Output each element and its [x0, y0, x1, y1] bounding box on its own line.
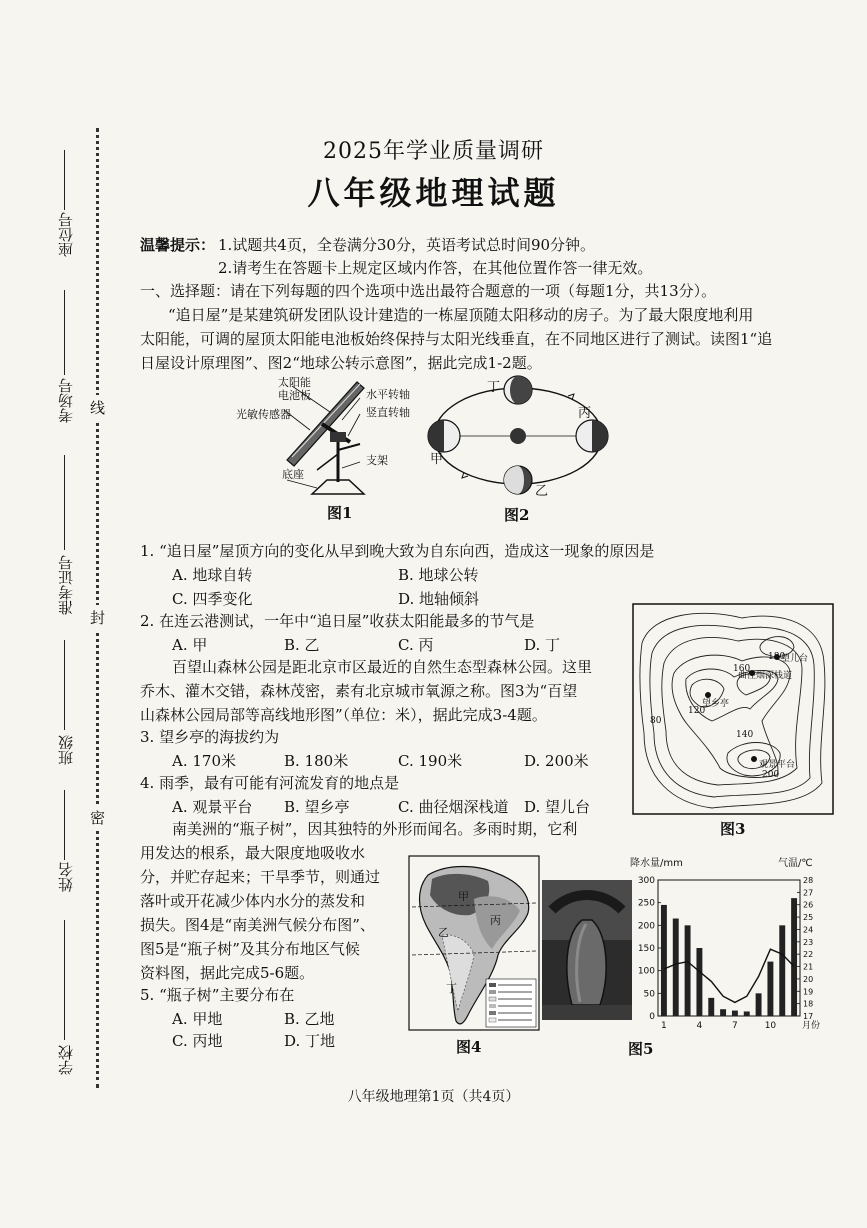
fig4-label-yi: 乙 — [438, 926, 449, 939]
precip-bar — [673, 919, 679, 1016]
base-shape — [312, 480, 364, 494]
earth-ding — [504, 376, 532, 404]
q3-option-b[interactable]: B. 180米 — [284, 752, 349, 770]
left-tick-label: 0 — [649, 1012, 655, 1022]
name-blank-line — [64, 790, 65, 860]
right-tick-label: 22 — [803, 950, 814, 960]
fig3-contour-180: 180 — [768, 652, 786, 662]
precip-bar — [661, 905, 667, 1016]
q3-stem: 3. 望乡亭的海拔约为 — [140, 728, 280, 746]
left-tick-label: 300 — [637, 876, 655, 886]
intro1-line1: “追日屋”是某建筑研发团队设计建造的一栋屋顶随太阳移动的房子。为了最大限度地利用 — [168, 306, 754, 324]
fig3-contour-200: 200 — [762, 770, 780, 780]
fig2-earth-orbit-diagram — [418, 374, 618, 504]
q4-option-d[interactable]: D. 望儿台 — [524, 798, 591, 816]
fig4-label-jia: 甲 — [458, 890, 469, 903]
fig5-caption: 图5 — [628, 1040, 654, 1058]
intro3-line1: 南美洲的“瓶子树”，因其独特的外形而闻名。多雨时期，它利 — [172, 820, 578, 838]
q1-option-b[interactable]: B. 地球公转 — [398, 566, 479, 584]
ticket-label: 准考证号 — [57, 555, 75, 615]
fig4-label-bing: 丙 — [490, 914, 501, 927]
q1-option-d[interactable]: D. 地轴倾斜 — [398, 590, 480, 608]
ticket-blank-line — [64, 455, 65, 550]
fig1-caption: 图1 — [327, 504, 353, 522]
q5-option-c[interactable]: C. 丙地 — [172, 1032, 223, 1050]
intro3-line3: 分，并贮存起来；干旱季节，则通过 — [140, 868, 381, 886]
q5-option-a[interactable]: A. 甲地 — [172, 1010, 223, 1028]
left-tick-label: 150 — [637, 944, 655, 954]
earth-yi — [504, 466, 532, 494]
fig1-label-panel: 太阳能 电池板 — [278, 376, 311, 402]
fig3-contour-80: 80 — [650, 716, 662, 726]
class-label: 班级 — [57, 735, 75, 765]
x-tick-label: 7 — [732, 1021, 738, 1031]
precip-bar — [732, 1011, 738, 1016]
room-label: 考场号 — [57, 378, 75, 423]
right-tick-label: 21 — [803, 962, 814, 972]
intro1-line2: 太阳能，可调的屋顶太阳能电池板始终保持与太阳光线垂直，在不同地区进行了测试。读图1“追 — [140, 330, 773, 348]
x-tick-label: 1 — [661, 1021, 667, 1031]
room-blank-line — [64, 290, 65, 375]
fig3-label-wangertai: 望儿台 — [781, 654, 809, 664]
q2-option-d[interactable]: D. 丁 — [524, 636, 561, 654]
fig3-contour-map — [632, 603, 834, 815]
fig4-south-america-climate-map — [408, 855, 540, 1031]
right-tick-label: 23 — [803, 937, 814, 947]
left-tick-label: 250 — [637, 898, 655, 909]
precip-bar — [779, 925, 785, 1016]
fig2-caption: 图2 — [504, 506, 530, 524]
right-axis-title: 气温/℃ — [778, 858, 813, 869]
fig2-label-ding: 丁 — [487, 380, 501, 395]
fig1-label-sensor: 光敏传感器 — [236, 408, 291, 421]
q2-option-b[interactable]: B. 乙 — [284, 636, 320, 654]
stand-arm — [338, 444, 360, 450]
left-tick-label: 50 — [643, 989, 655, 1000]
vertical-axis-joint — [330, 432, 346, 442]
q1-option-a[interactable]: A. 地球自转 — [172, 566, 253, 584]
x-axis-unit: 月份 — [802, 1021, 821, 1031]
right-tick-label: 19 — [803, 987, 814, 997]
right-tick-label: 27 — [803, 888, 814, 898]
name-label: 姓名 — [57, 862, 75, 892]
precip-bar — [720, 1009, 726, 1016]
q5-stem: 5. “瓶子树”主要分布在 — [140, 986, 295, 1004]
fig1-label-v-axis: 竖直转轴 — [366, 406, 410, 419]
fig3-label-wangxiang: 望乡亭 — [702, 699, 730, 709]
seal-char-xian: 线 — [90, 395, 105, 420]
intro3-line5: 损失。图4是“南美洲气候分布图”、 — [140, 916, 375, 934]
q5-option-b[interactable]: B. 乙地 — [284, 1010, 335, 1028]
fig2-label-yi: 乙 — [535, 484, 549, 499]
page-footer: 八年级地理第1页（共4页） — [347, 1089, 520, 1105]
fig2-label-jia: 甲 — [430, 452, 444, 467]
notice-item-2: 2.请考生在答题卡上规定区域内作答，在其他位置作答一律无效。 — [218, 259, 653, 277]
school-label: 学校 — [57, 1045, 75, 1075]
left-tick-label: 200 — [637, 921, 655, 932]
intro3-line6: 图5是“瓶子树”及其分布地区气候 — [140, 940, 360, 958]
q3-option-d[interactable]: D. 200米 — [524, 752, 589, 770]
point-guanjing — [751, 756, 757, 762]
q5-option-d[interactable]: D. 丁地 — [284, 1032, 336, 1050]
notice-label: 温馨提示： — [140, 236, 216, 254]
precip-bar — [708, 998, 714, 1016]
fig5-climate-chart — [628, 852, 834, 1034]
q2-option-a[interactable]: A. 甲 — [172, 636, 208, 654]
fig1-label-stand: 支架 — [366, 454, 388, 467]
right-tick-label: 25 — [803, 913, 814, 923]
right-tick-label: 24 — [803, 925, 814, 935]
q1-stem: 1. “追日屋”屋顶方向的变化从早到晚大致为自东向西，造成这一现象的原因是 — [140, 542, 655, 560]
sun-icon — [510, 428, 526, 444]
intro2-line2: 乔木、灌木交错，森林茂密，素有北京城市氧源之称。图3为“百望 — [140, 682, 578, 700]
q4-stem: 4. 雨季，最有可能有河流发育的地点是 — [140, 774, 400, 792]
fig1-label-h-axis: 水平转轴 — [366, 388, 410, 401]
plot-frame — [658, 880, 800, 1016]
seal-char-feng: 封 — [90, 605, 105, 630]
fig2-label-bing: 丙 — [578, 406, 592, 421]
q4-option-c[interactable]: C. 曲径烟深栈道 — [398, 798, 509, 816]
x-tick-label: 4 — [696, 1021, 703, 1031]
notice-item-1: 1.试题共4页，全卷满分30分，英语考试总时间90分钟。 — [218, 236, 596, 254]
right-tick-label: 17 — [803, 1012, 814, 1021]
fig3-contour-140: 140 — [736, 730, 754, 740]
fig3-label-guanjing: 观景平台 — [759, 760, 796, 770]
right-tick-label: 28 — [803, 876, 814, 885]
q3-option-a[interactable]: A. 170米 — [172, 752, 236, 770]
fig4-caption: 图4 — [456, 1038, 482, 1056]
legend-box — [486, 979, 536, 1027]
left-axis-title: 降水量/mm — [630, 858, 683, 869]
bottle-tree-photo — [542, 880, 632, 1020]
fig3-label-qujing: 曲径烟深栈道 — [738, 671, 793, 681]
precip-bar — [791, 898, 797, 1016]
intro2-line1: 百望山森林公园是距北京市区最近的自然生态型森林公园。这里 — [172, 658, 593, 676]
q4-option-b[interactable]: B. 望乡亭 — [284, 798, 350, 816]
exam-subtitle: 2025年学业质量调研 — [323, 139, 544, 164]
seat-label: 座位号 — [57, 212, 75, 257]
right-tick-label: 18 — [803, 999, 814, 1009]
fig4-label-ding: 丁 — [446, 982, 457, 995]
intro3-line2: 用发达的根系，最大限度地吸收水 — [140, 844, 366, 862]
fig3-contour-120: 120 — [688, 706, 706, 716]
seal-char-mi: 密 — [90, 805, 105, 830]
fig3-contour-160: 160 — [733, 664, 751, 674]
class-blank-line — [64, 640, 65, 730]
right-tick-label: 26 — [803, 900, 814, 910]
earth-bing — [576, 420, 608, 452]
fig1-label-base: 底座 — [282, 468, 304, 481]
section-heading: 一、选择题：请在下列每题的四个选项中选出最符合题意的一项（每题1分，共13分）。 — [140, 282, 717, 300]
intro1-line3: 日屋设计原理图”、图2“地球公转示意图”，据此完成1-2题。 — [140, 354, 542, 372]
q2-option-c[interactable]: C. 丙 — [398, 636, 434, 654]
right-tick-label: 20 — [803, 974, 814, 984]
q1-option-c[interactable]: C. 四季变化 — [172, 590, 253, 608]
school-blank-line — [64, 920, 65, 1040]
intro2-line3: 山森林公园局部等高线地形图”（单位：米），据此完成3-4题。 — [140, 706, 547, 724]
fig3-caption: 图3 — [720, 820, 746, 838]
q4-option-a[interactable]: A. 观景平台 — [172, 798, 253, 816]
precip-bar — [744, 1011, 750, 1016]
exam-title: 八年级地理试题 — [307, 174, 560, 212]
left-tick-label: 100 — [637, 966, 655, 977]
precip-bar — [767, 962, 773, 1016]
q3-option-c[interactable]: C. 190米 — [398, 752, 463, 770]
intro3-line7: 资料图，据此完成5-6题。 — [140, 964, 315, 982]
q2-stem: 2. 在连云港测试，一年中“追日屋”收获太阳能最多的节气是 — [140, 612, 535, 630]
precip-bar — [756, 993, 762, 1016]
precip-bar — [696, 948, 702, 1016]
intro3-line4: 落叶或开花减少体内水分的蒸发和 — [140, 892, 366, 910]
x-tick-label: 10 — [764, 1021, 777, 1031]
precip-bar — [685, 925, 691, 1016]
